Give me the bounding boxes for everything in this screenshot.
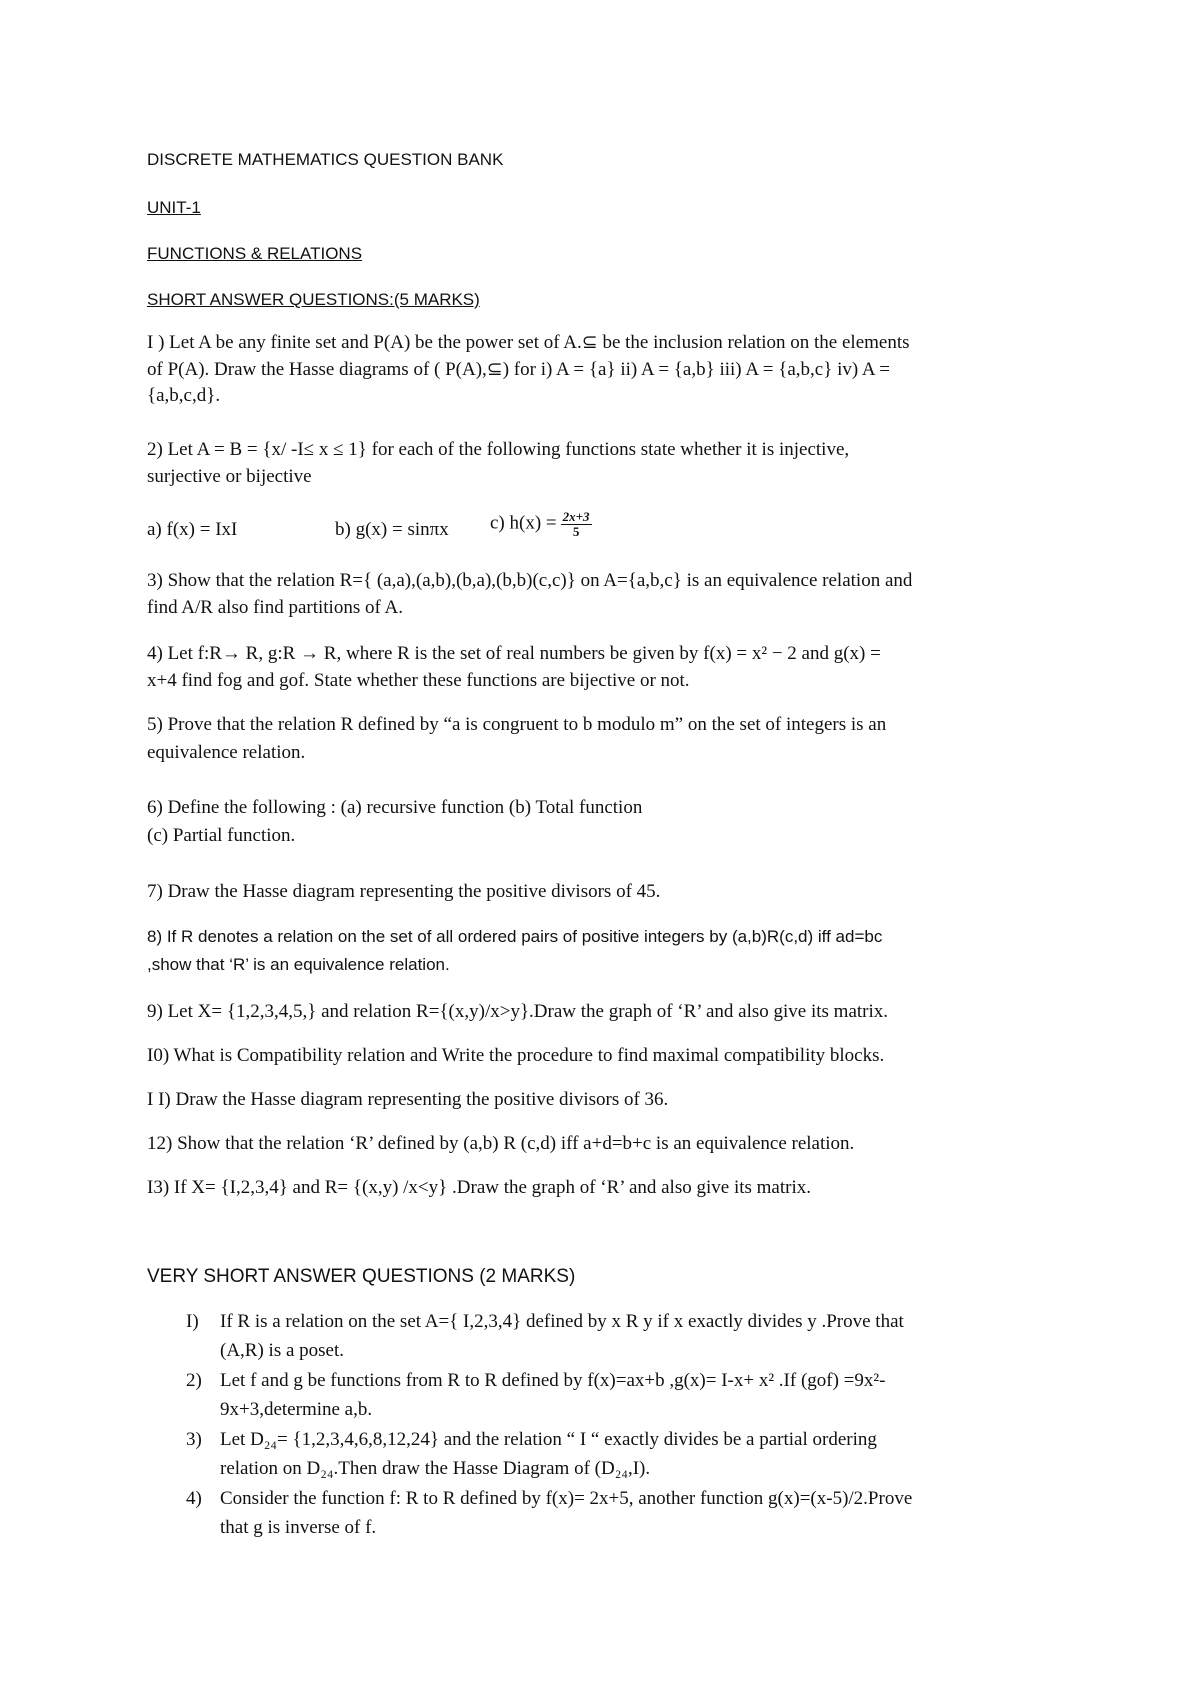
- question-2-part-b: b) g(x) = sinπx: [335, 519, 449, 540]
- question-3-line-1: 3) Show that the relation R={ (a,a),(a,b),(b,a),(b,b)(c,c)} on A={a,b,c} is an equivalence relation and: [147, 570, 913, 591]
- topic-heading: FUNCTIONS & RELATIONS: [147, 244, 363, 263]
- list-item-number: 4): [186, 1488, 202, 1509]
- question-6-line-1: 6) Define the following : (a) recursive function (b) Total function: [147, 797, 643, 818]
- question-4-line-1: 4) Let f:R→ R, g:R → R, where R is the set of real numbers be given by f(x) = x² − 2 and g(x) =: [147, 643, 881, 664]
- question-12: 12) Show that the relation ‘R’ defined by (a,b) R (c,d) iff a+d=b+c is an equivalence relation.: [147, 1133, 855, 1154]
- question-4-line-2: x+4 find fog and gof. State whether these functions are bijective or not.: [147, 670, 690, 691]
- question-2-line-2: surjective or bijective: [147, 466, 312, 487]
- list-item-line-1: Let f and g be functions from R to R defined by f(x)=ax+b ,g(x)= I-x+ x² .If (gof) =9x²-: [220, 1370, 886, 1391]
- question-3-line-2: find A/R also find partitions of A.: [147, 597, 403, 618]
- question-8-line-1: 8) If R denotes a relation on the set of all ordered pairs of positive integers by (a,b)R(c,d) iff ad=bc: [147, 927, 883, 946]
- question-5-line-1: 5) Prove that the relation R defined by “a is congruent to b modulo m” on the set of integers is an: [147, 714, 887, 735]
- question-10: I0) What is Compatibility relation and Write the procedure to find maximal compatibility blocks.: [147, 1045, 885, 1066]
- list-item-line-1: Consider the function f: R to R defined by f(x)= 2x+5, another function g(x)=(x-5)/2.Prove: [220, 1488, 913, 1509]
- list-item-line-1: Let D₂₄= {1,2,3,4,6,8,12,24} and the relation “ I “ exactly divides be a partial ordering: [220, 1429, 877, 1450]
- question-2-line-1: 2) Let A = B = {x/ -I≤ x ≤ 1} for each of the following functions state whether it is injective,: [147, 439, 850, 460]
- question-1-line-1: I ) Let A be any finite set and P(A) be the power set of A.⊆ be the inclusion relation on the elements: [147, 332, 910, 353]
- question-1-line-2: of P(A). Draw the Hasse diagrams of ( P(A),⊆) for i) A = {a} ii) A = {a,b} iii) A = {a,b,c} iv) A =: [147, 359, 891, 380]
- question-9: 9) Let X= {1,2,3,4,5,} and relation R={(x,y)/x>y}.Draw the graph of ‘R’ and also give its matrix.: [147, 1001, 889, 1022]
- list-item-number: 2): [186, 1370, 202, 1391]
- question-7: 7) Draw the Hasse diagram representing the positive divisors of 45.: [147, 881, 661, 902]
- fraction: [561, 510, 592, 538]
- list-item-line-2: that g is inverse of f.: [220, 1517, 377, 1538]
- fraction-numerator: 2x+3: [562, 509, 590, 524]
- fraction-denominator: 5: [572, 523, 580, 539]
- list-item-line-2: (A,R) is a poset.: [220, 1340, 345, 1361]
- question-6-line-2: (c) Partial function.: [147, 825, 296, 846]
- question-8-line-2: ,show that ‘R’ is an equivalence relation.: [147, 955, 450, 974]
- short-answer-heading: SHORT ANSWER QUESTIONS:(5 MARKS): [147, 290, 480, 309]
- unit-heading: UNIT-1: [147, 198, 201, 217]
- question-2-part-c-label: c) h(x) =: [490, 512, 557, 534]
- question-13: I3) If X= {I,2,3,4} and R= {(x,y) /x<y} .Draw the graph of ‘R’ and also give its matrix.: [147, 1177, 811, 1198]
- list-item-line-2: 9x+3,determine a,b.: [220, 1399, 373, 1420]
- question-1-line-3: {a,b,c,d}.: [147, 385, 221, 406]
- list-item-line-1: If R is a relation on the set A={ I,2,3,4} defined by x R y if x exactly divides y .Prove that: [220, 1311, 904, 1332]
- question-2-part-a: a) f(x) = IxI: [147, 519, 238, 540]
- list-item-line-2: relation on D₂₄.Then draw the Hasse Diagram of (D₂₄,I).: [220, 1458, 651, 1479]
- very-short-answer-heading: VERY SHORT ANSWER QUESTIONS (2 MARKS): [147, 1266, 576, 1287]
- doc-title: DISCRETE MATHEMATICS QUESTION BANK: [147, 150, 504, 169]
- list-item-number: 3): [186, 1429, 202, 1450]
- question-5-line-2: equivalence relation.: [147, 742, 306, 763]
- question-11: I I) Draw the Hasse diagram representing the positive divisors of 36.: [147, 1089, 669, 1110]
- question-2-part-c: [490, 510, 592, 538]
- list-item-number: I): [186, 1311, 199, 1332]
